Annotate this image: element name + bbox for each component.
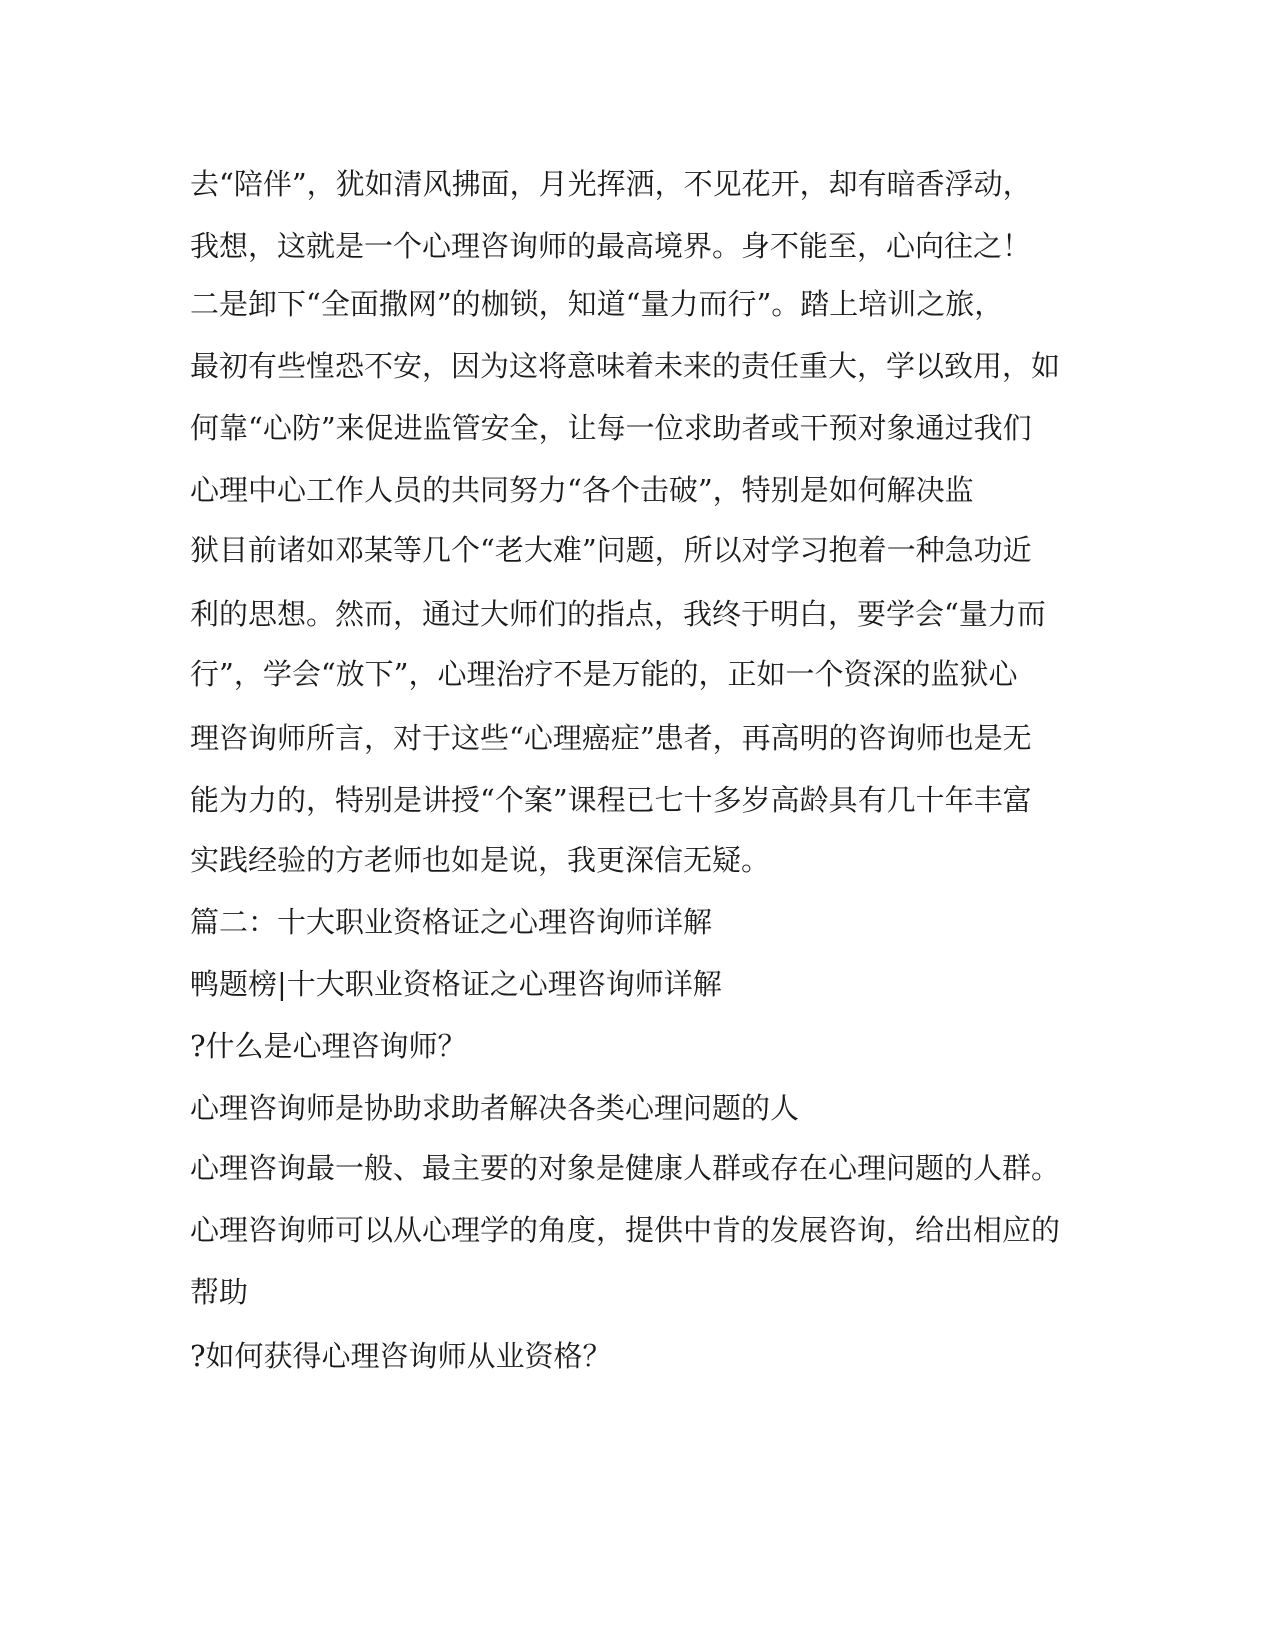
text-line-18: 心理咨询师可以从心理学的角度，提供中肯的发展咨询，给出相应的 bbox=[190, 1213, 1061, 1247]
section-heading: 篇二：十大职业资格证之心理咨询师详解 bbox=[190, 905, 713, 939]
text-line-7: 狱目前诸如邓某等几个“老大难”问题，所以对学习抱着一种急功近 bbox=[190, 533, 1032, 567]
text-line-10: 理咨询师所言，对于这些“心理癌症”患者，再高明的咨询师也是无 bbox=[190, 721, 1032, 755]
text-line-4: 最初有些惶恐不安，因为这将意味着未来的责任重大，学以致用，如 bbox=[190, 349, 1061, 383]
question-heading-2: ?如何获得心理咨询师从业资格？ bbox=[190, 1339, 612, 1373]
text-line-19: 帮助 bbox=[190, 1275, 249, 1309]
section-subtitle: 鸭题榜|十大职业资格证之心理咨询师详解 bbox=[190, 967, 722, 1001]
text-line-11: 能为力的，特别是讲授“个案”课程已七十多岁高龄具有几十年丰富 bbox=[190, 783, 1032, 817]
text-line-16: 心理咨询师是协助求助者解决各类心理问题的人 bbox=[190, 1091, 800, 1125]
text-line-1: 去“陪伴”，犹如清风拂面，月光挥洒，不见花开，却有暗香浮动， bbox=[190, 167, 1032, 201]
text-line-6: 心理中心工作人员的共同努力“各个击破”，特别是如何解决监 bbox=[190, 473, 974, 507]
text-line-12: 实践经验的方老师也如是说，我更深信无疑。 bbox=[190, 843, 771, 877]
text-line-5: 何靠“心防”来促进监管安全，让每一位求助者或干预对象通过我们 bbox=[190, 411, 1032, 445]
text-line-2: 我想，这就是一个心理咨询师的最高境界。身不能至，心向往之！ bbox=[190, 229, 1032, 263]
text-line-8: 利的思想。然而，通过大师们的指点，我终于明白，要学会“量力而 bbox=[190, 597, 1046, 631]
question-heading-1: ?什么是心理咨询师？ bbox=[190, 1029, 467, 1063]
text-line-9: 行”，学会“放下”，心理治疗不是万能的，正如一个资深的监狱心 bbox=[190, 657, 1018, 691]
text-line-3: 二是卸下“全面撒网”的枷锁，知道“量力而行”。踏上培训之旅， bbox=[190, 287, 1004, 321]
text-line-17: 心理咨询最一般、最主要的对象是健康人群或存在心理问题的人群。 bbox=[190, 1151, 1061, 1185]
